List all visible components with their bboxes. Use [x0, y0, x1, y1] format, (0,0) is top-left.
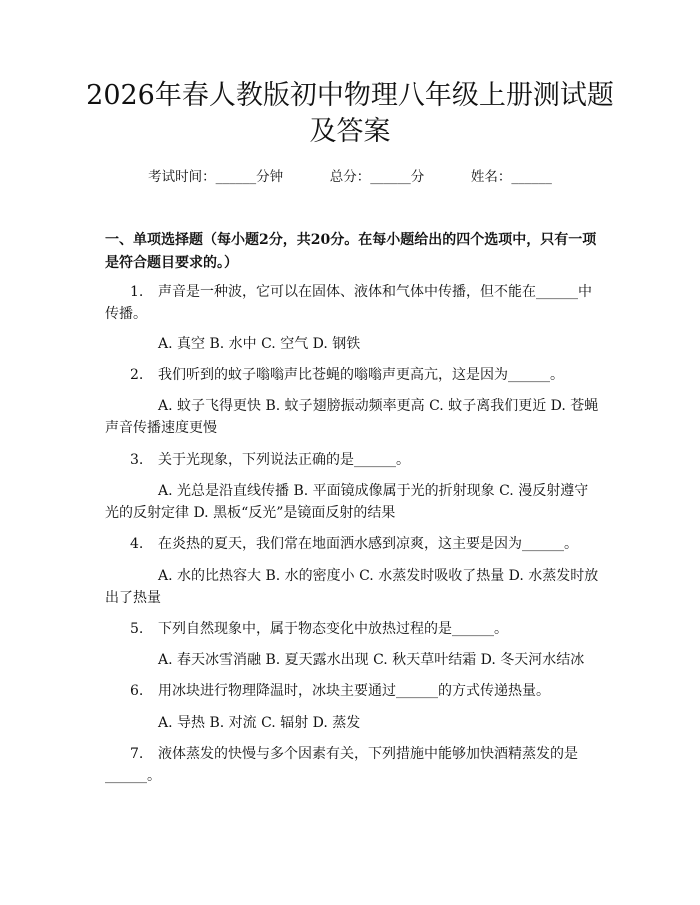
exam-meta — [0, 167, 700, 187]
question-4 — [105, 533, 600, 555]
exam-time: 考试时间：______分钟 — [148, 169, 284, 185]
title-line-1: 2026年春人教版初中物理八年级上册测试题 — [86, 80, 614, 111]
question-3 — [105, 449, 600, 471]
question-4-options: A. 水的比热容大 B. 水的密度小 C. 水蒸发时吸收了热量 D. 水蒸发时放出了热量 — [105, 568, 599, 606]
question-stem: 用冰块进行物理降温时，冰块主要通过______的方式传递热量。 — [158, 683, 550, 699]
question-1 — [105, 281, 600, 325]
question-number: 5. — [130, 621, 144, 637]
exam-score: 总分：______分 — [329, 169, 425, 185]
title-line-2: 及答案 — [309, 116, 391, 147]
question-1-options: A. 真空 B. 水中 C. 空气 D. 钢铁 — [158, 336, 361, 352]
question-5 — [105, 618, 600, 640]
question-2-options: A. 蚊子飞得更快 B. 蚊子翅膀振动频率更高 C. 蚊子离我们更近 D. 苍蝇声音传播速度更慢 — [105, 398, 599, 436]
question-number: 6. — [130, 683, 144, 699]
question-stem: 液体蒸发的快慢与多个因素有关，下列措施中能够加快酒精蒸发的是______。 — [105, 746, 578, 784]
question-number: 3. — [130, 452, 144, 468]
question-3-options: A. 光总是沿直线传播 B. 平面镜成像属于光的折射现象 C. 漫反射遵守光的反射定律 D. 黑板“反光”是镜面反射的结果 — [105, 483, 589, 521]
question-2 — [105, 364, 600, 386]
question-number: 7. — [130, 746, 144, 762]
question-stem: 我们听到的蚊子嗡嗡声比苍蝇的嗡嗡声更高亢，这是因为______。 — [158, 367, 564, 383]
question-stem: 下列自然现象中，属于物态变化中放热过程的是______。 — [158, 621, 508, 637]
question-5-options: A. 春天冰雪消融 B. 夏天露水出现 C. 秋天草叶结霜 D. 冬天河水结冰 — [158, 652, 585, 668]
question-number: 2. — [130, 367, 144, 383]
section-heading: 一、单项选择题（每小题2分，共20分。在每小题给出的四个选项中，只有一项是符合题目要求的。） — [105, 232, 597, 271]
question-7 — [105, 743, 600, 787]
question-number: 1. — [130, 284, 144, 300]
question-number: 4. — [130, 536, 144, 552]
question-stem: 关于光现象，下列说法正确的是______。 — [158, 452, 410, 468]
document-title — [60, 78, 640, 150]
exam-name: 姓名：______ — [470, 169, 552, 185]
question-6 — [105, 680, 600, 702]
question-6-options: A. 导热 B. 对流 C. 辐射 D. 蒸发 — [158, 715, 361, 731]
question-stem: 声音是一种波，它可以在固体、液体和气体中传播，但不能在______中传播。 — [105, 284, 592, 322]
question-stem: 在炎热的夏天，我们常在地面洒水感到凉爽，这主要是因为______。 — [158, 536, 578, 552]
